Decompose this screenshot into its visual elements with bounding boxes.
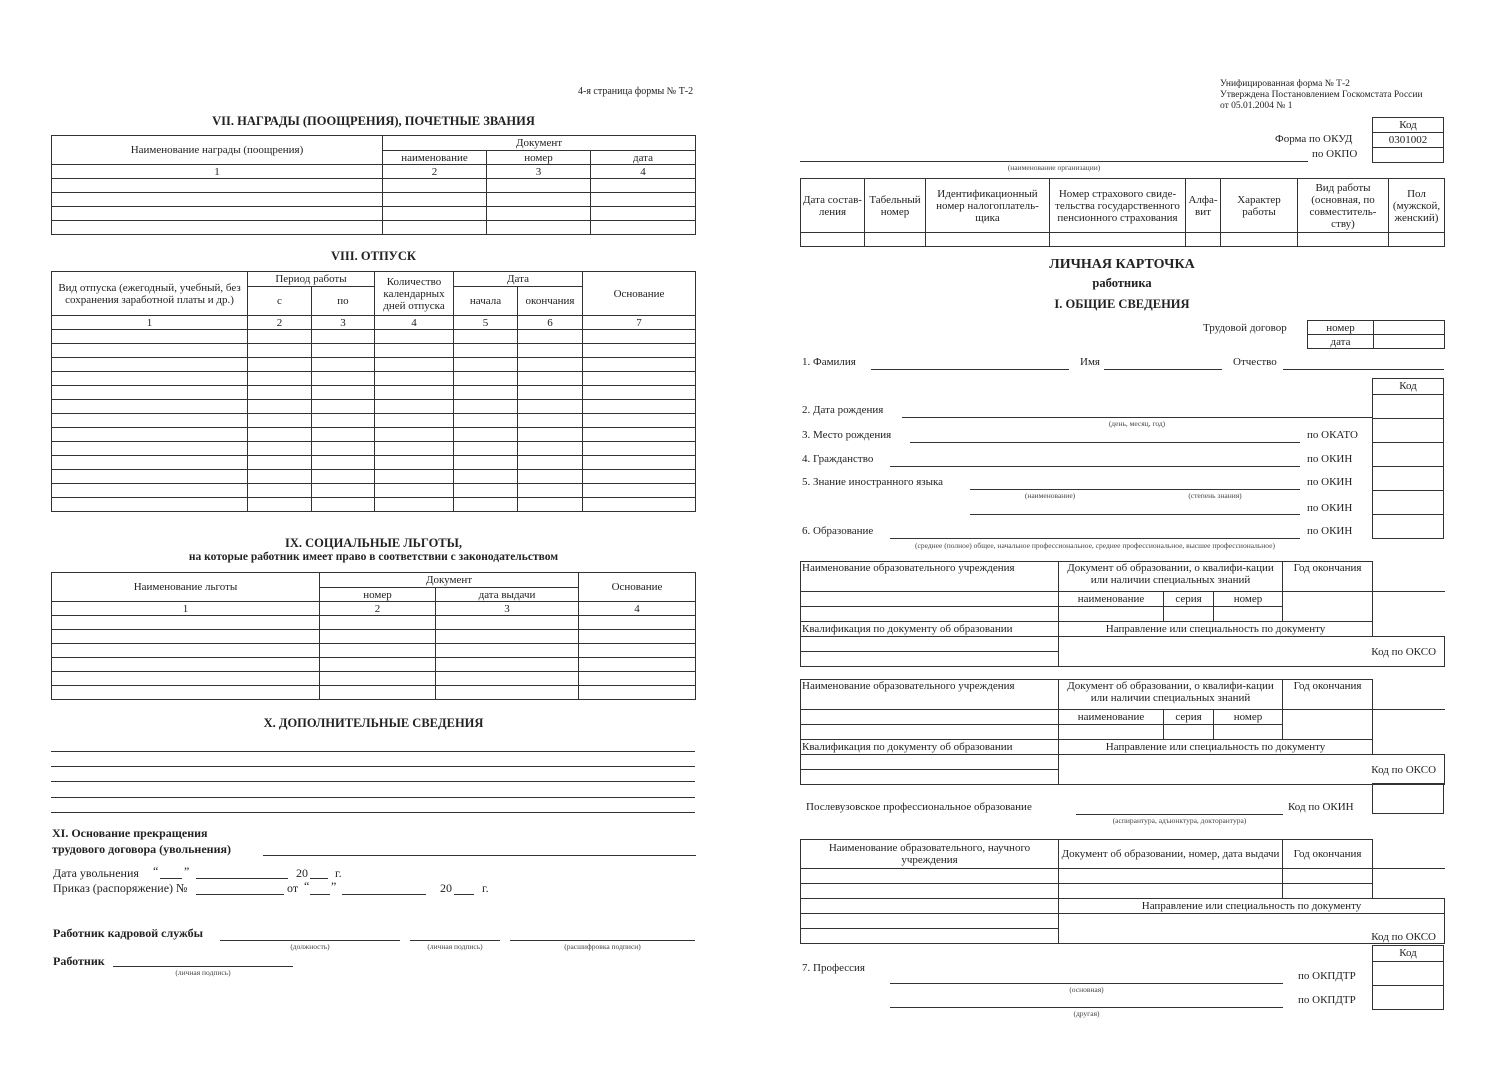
hr-decode-caption: (расшифровка подписи) [564, 942, 641, 951]
col-doc-number: номер [487, 151, 591, 165]
sci-specialty: Направление или специальность по документу [1059, 899, 1445, 914]
section-9-subtitle: на которые работник имеет право в соответствии с законодательством [188, 551, 559, 563]
col-alphabet: Алфа-вит [1186, 179, 1221, 233]
section-10-title: X. ДОПОЛНИТЕЛЬНЫЕ СВЕДЕНИЯ [263, 716, 484, 730]
science-table [800, 839, 1445, 944]
hr-signature-caption: (личная подпись) [427, 942, 483, 951]
education-table-2 [800, 679, 1445, 785]
col-qualification: Квалификация по документу об образовании [801, 740, 1059, 755]
col-work-character: Характер работы [1221, 179, 1298, 233]
citizenship-label: 4. Гражданство [802, 453, 874, 465]
day-line [310, 894, 330, 895]
additional-line [51, 751, 695, 752]
code-cell [1372, 961, 1444, 986]
language-line-2 [970, 514, 1300, 515]
language-line [970, 489, 1300, 490]
okso-label: Код по ОКСО [1059, 637, 1445, 667]
okin-label: по ОКИН [1307, 525, 1353, 537]
table-row [801, 869, 1445, 884]
code-cell [1372, 514, 1444, 539]
table-row [52, 179, 696, 193]
worker-signature-line [113, 966, 293, 967]
benefits-table [51, 572, 696, 700]
dismissal-date-label: Дата увольнения [53, 866, 139, 880]
col-dates: Дата [454, 272, 583, 287]
birth-date-caption: (день, месяц, год) [1108, 419, 1166, 428]
code-cell [1372, 490, 1444, 515]
okpdtr-label: по ОКПДТР [1298, 994, 1356, 1006]
main-info-table [800, 178, 1445, 247]
quote-close: ” [331, 879, 337, 893]
citizenship-line [890, 466, 1300, 467]
form-header-line: Унифицированная форма № Т-2 [1220, 79, 1350, 89]
language-name-caption: (наименование) [1024, 491, 1076, 500]
birth-place-label: 3. Место рождения [802, 429, 892, 441]
form-header [1220, 79, 1423, 112]
col-basis: Основание [583, 272, 696, 316]
okud-label: Форма по ОКУД [1275, 133, 1353, 145]
col-basis: Основание [579, 573, 696, 602]
table-row [52, 330, 696, 344]
okpo-value [1372, 147, 1444, 163]
col-specialty: Направление или специальность по документу [1059, 740, 1373, 755]
col-period: Период работы [248, 272, 375, 287]
additional-line [51, 797, 695, 798]
education-label: 6. Образование [802, 525, 874, 537]
col-work-type: Вид работы (основная, по совместитель-ству) [1298, 179, 1389, 233]
col-from: с [248, 287, 312, 316]
col-doc-name: наименование [1059, 710, 1164, 725]
col-days: Количество календарных дней отпуска [375, 272, 454, 316]
code-cell [1372, 418, 1444, 443]
birth-date-label: 2. Дата рождения [802, 404, 884, 416]
col-end: окончания [518, 287, 583, 316]
table-row [52, 456, 696, 470]
code-cell [1372, 442, 1444, 467]
col-start: начала [454, 287, 518, 316]
col-specialty: Направление или специальность по документу [1059, 622, 1373, 637]
table-row [52, 470, 696, 484]
profession-main-line [890, 983, 1283, 984]
hr-worker-label: Работник кадровой службы [53, 926, 203, 940]
table-row [801, 233, 1445, 247]
year-suffix: г. [335, 866, 342, 880]
hr-position-line [220, 940, 400, 941]
quote-close: ” [184, 864, 190, 878]
year-line [310, 878, 328, 879]
order-number-line [196, 894, 284, 895]
code-cell [1372, 783, 1444, 814]
quote-open: “ [304, 879, 310, 893]
org-caption: (наименование организации) [1007, 163, 1101, 172]
education-line [890, 538, 1300, 539]
col-num: 1 [52, 602, 320, 616]
org-name-line [800, 161, 1308, 162]
postgrad-label: Послевузовское профессиональное образование [806, 801, 1032, 813]
table-row [52, 428, 696, 442]
table-row [52, 442, 696, 456]
col-num: 6 [518, 316, 583, 330]
col-document: Документ [320, 573, 579, 588]
okud-value: 0301002 [1372, 132, 1444, 148]
day-line [160, 878, 182, 879]
table-row [52, 372, 696, 386]
okato-label: по ОКАТО [1307, 429, 1358, 441]
section-9-title: IX. СОЦИАЛЬНЫЕ ЛЬГОТЫ, [284, 536, 463, 550]
vacation-table [51, 271, 696, 512]
table-row [52, 484, 696, 498]
postgrad-okin-label: Код по ОКИН [1288, 801, 1354, 813]
patronymic-line [1283, 369, 1444, 370]
name-label: Имя [1080, 356, 1100, 368]
col-year: Год окончания [1283, 840, 1373, 869]
okpo-label: по ОКПО [1312, 148, 1358, 160]
okso-label: Код по ОКСО [1059, 914, 1445, 944]
profession-other-caption: (другая) [1073, 1009, 1100, 1018]
hr-signature-line [410, 940, 500, 941]
code-header: Код [1372, 378, 1444, 395]
additional-line [51, 781, 695, 782]
page-note: 4-я страница формы № Т-2 [578, 86, 694, 97]
section-1-title: I. ОБЩИЕ СВЕДЕНИЯ [1054, 297, 1190, 311]
contract-table [1307, 320, 1445, 349]
card-title: ЛИЧНАЯ КАРТОЧКА [1049, 257, 1195, 272]
table-row [801, 884, 1445, 899]
col-vacation-type: Вид отпуска (ежегодный, учебный, без сохранения заработной платы и др.) [52, 272, 248, 316]
education-table-1 [800, 561, 1445, 667]
table-row [52, 207, 696, 221]
okin-label: по ОКИН [1307, 453, 1353, 465]
col-num: 4 [579, 602, 696, 616]
table-row [52, 344, 696, 358]
col-to: по [312, 287, 375, 316]
table-row [52, 386, 696, 400]
language-level-caption: (степень знания) [1188, 491, 1242, 500]
col-award-name: Наименование награды (поощрения) [52, 136, 383, 165]
table-row [52, 630, 696, 644]
col-doc-number: номер [1214, 710, 1283, 725]
surname-line [871, 369, 1069, 370]
section-7-title: VII. НАГРАДЫ (ПООЩРЕНИЯ), ПОЧЕТНЫЕ ЗВАНИЯ [212, 114, 535, 128]
card-subtitle: работника [1092, 276, 1152, 290]
postgrad-line [1076, 814, 1283, 815]
year-prefix: 20 [440, 881, 452, 895]
birth-place-line [910, 442, 1300, 443]
col-num: 1 [52, 165, 383, 179]
col-year: Год окончания [1283, 680, 1373, 710]
col-num: 2 [383, 165, 487, 179]
quote-open: “ [153, 864, 159, 878]
education-caption: (среднее (полное) общее, начальное профессиональное, среднее профессиональное, высшее профессиональное) [915, 541, 1275, 550]
col-gender: Пол (мужской, женский) [1389, 179, 1445, 233]
year-suffix: г. [482, 881, 489, 895]
col-num: 2 [320, 602, 436, 616]
col-doc-series: серия [1164, 592, 1214, 607]
form-header-line: от 05.01.2004 № 1 [1220, 101, 1293, 111]
col-num: 1 [52, 316, 248, 330]
col-qualification: Квалификация по документу об образовании [801, 622, 1059, 637]
col-sci-institution: Наименование образовательного, научного учреждения [801, 840, 1059, 869]
col-doc-number: номер [320, 588, 436, 602]
order-from: от [287, 881, 299, 895]
code-cell [1372, 985, 1444, 1010]
okin-label: по ОКИН [1307, 502, 1353, 514]
okso-label: Код по ОКСО [1059, 755, 1445, 785]
labor-contract-label: Трудовой договор [1203, 322, 1287, 334]
month-line [196, 878, 288, 879]
col-num: 7 [583, 316, 696, 330]
col-institution: Наименование образовательного учреждения [801, 562, 1059, 592]
table-row [52, 414, 696, 428]
code-cell [1372, 466, 1444, 491]
col-num: 3 [312, 316, 375, 330]
col-num: 3 [436, 602, 579, 616]
table-row [52, 193, 696, 207]
awards-table [51, 135, 696, 235]
col-composition-date: Дата состав-ления [801, 179, 865, 233]
col-edu-document: Документ об образовании, о квалифи-кации или наличии специальных знаний [1059, 680, 1283, 710]
profession-main-caption: (основная) [1069, 985, 1104, 994]
name-line [1104, 369, 1222, 370]
table-row [52, 686, 696, 700]
worker-label: Работник [53, 954, 105, 968]
table-row [52, 221, 696, 235]
col-num: 5 [454, 316, 518, 330]
profession-label: 7. Профессия [802, 962, 865, 974]
col-insurance-number: Номер страхового свиде-тельства государственного пенсионного страхования [1050, 179, 1186, 233]
termination-basis-line [263, 855, 696, 856]
postgrad-caption: (аспирантура, адъюнктура, докторантура) [1112, 816, 1247, 825]
order-label: Приказ (распоряжение) № [53, 881, 188, 895]
table-row [52, 658, 696, 672]
table-row [52, 672, 696, 686]
col-edu-document: Документ об образовании, о квалифи-кации или наличии специальных знаний [1059, 562, 1283, 592]
table-row [52, 498, 696, 512]
col-issue-date: дата выдачи [436, 588, 579, 602]
col-inn: Идентификационный номер налогоплатель-щика [926, 179, 1050, 233]
month-line [342, 894, 426, 895]
col-doc-series: серия [1164, 710, 1214, 725]
col-num: 4 [591, 165, 696, 179]
language-label: 5. Знание иностранного языка [802, 476, 944, 488]
col-benefit: Наименование льготы [52, 573, 320, 602]
col-sci-document: Документ об образовании, номер, дата выдачи [1059, 840, 1283, 869]
section-11-title-1: XI. Основание прекращения [52, 826, 208, 840]
section-8-title: VIII. ОТПУСК [331, 249, 416, 263]
okpdtr-label: по ОКПДТР [1298, 970, 1356, 982]
worker-signature-caption: (личная подпись) [175, 968, 231, 977]
col-doc-number: номер [1214, 592, 1283, 607]
table-row [52, 644, 696, 658]
table-row [52, 358, 696, 372]
form-header-line: Утверждена Постановлением Госкомстата России [1220, 90, 1423, 100]
surname-label: 1. Фамилия [802, 356, 856, 368]
col-doc-name: наименование [383, 151, 487, 165]
hr-decode-line [510, 940, 695, 941]
col-num: 2 [248, 316, 312, 330]
okin-label: по ОКИН [1307, 476, 1353, 488]
year-prefix: 20 [296, 866, 308, 880]
col-num: 3 [487, 165, 591, 179]
additional-line [51, 812, 695, 813]
year-line [454, 894, 474, 895]
col-doc-date: дата [591, 151, 696, 165]
hr-position-caption: (должность) [290, 942, 330, 951]
profession-other-line [890, 1007, 1283, 1008]
code-header: Код [1372, 117, 1444, 133]
table-row [52, 400, 696, 414]
patronymic-label: Отчество [1233, 356, 1277, 368]
col-num: 4 [375, 316, 454, 330]
section-11-title-2: трудового договора (увольнения) [52, 842, 231, 856]
col-document: Документ [383, 136, 696, 151]
contract-date-label: дата [1308, 335, 1374, 349]
table-row [52, 616, 696, 630]
col-personnel-number: Табельный номер [865, 179, 926, 233]
col-doc-name: наименование [1059, 592, 1164, 607]
code-cell [1372, 394, 1444, 419]
birth-date-line [902, 417, 1372, 418]
code-header: Код [1372, 945, 1444, 962]
additional-line [51, 766, 695, 767]
contract-number-label: номер [1308, 321, 1374, 335]
col-institution: Наименование образовательного учреждения [801, 680, 1059, 710]
col-year: Год окончания [1283, 562, 1373, 592]
